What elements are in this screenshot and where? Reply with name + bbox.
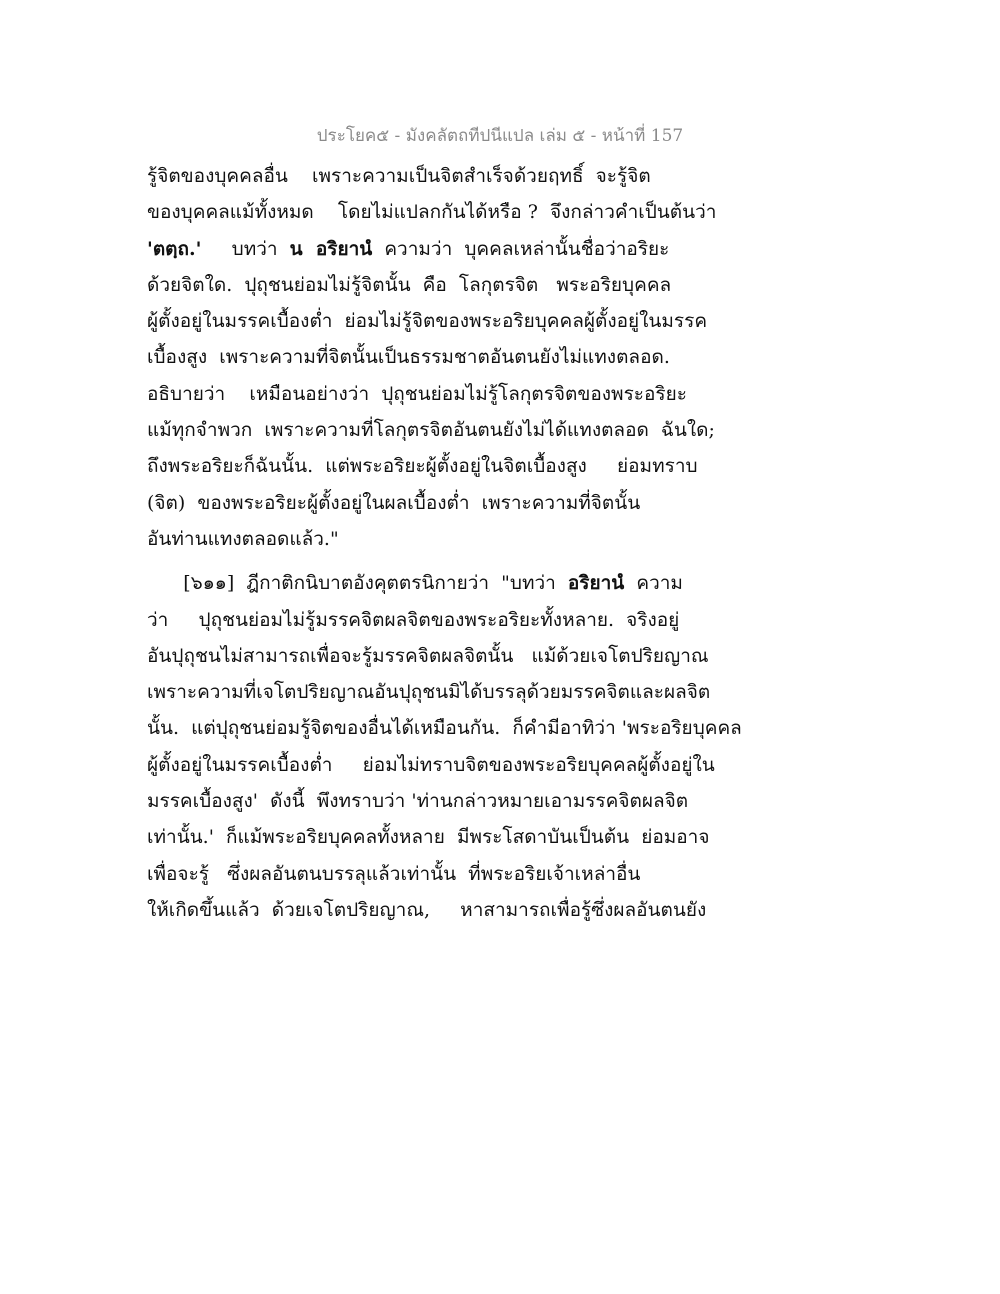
text-run: ผู้ตั้งอยู่ในมรรคเบื้องต่ำ ย่อมไม่ทราบจิตของพระอริยบุคคลผู้ตั้งอยู่ใน	[147, 753, 715, 776]
text-run: อันท่านแทงตลอดแล้ว."	[147, 527, 339, 550]
text-run: นั้น. แต่ปุถุชนย่อมรู้จิตของอื่นได้เหมือนกัน. ก็คำมีอาทิว่า 'พระอริยบุคคล	[147, 717, 742, 740]
text-run: เท่านั้น.' ก็แม้พระอริยบุคคลทั้งหลาย มีพระโสดาบันเป็นต้น ย่อมอาจ	[147, 826, 710, 849]
text-run: บทว่า	[201, 237, 290, 260]
text-run: อันปุถุชนไม่สามารถเพื่อจะรู้มรรคจิตผลจิตนั้น แม้ด้วยเจโตปริยญาณ	[147, 644, 709, 667]
text-run: ว่า ปุถุชนย่อมไม่รู้มรรคจิตผลจิตของพระอริยะทั้งหลาย. จริงอยู่	[147, 608, 680, 631]
bold-term: น อริยานํ	[289, 237, 373, 260]
text-line	[147, 267, 727, 303]
text-line	[147, 565, 727, 601]
text-run: แม้ทุกจำพวก เพราะความที่โลกุตรจิตอันตนยังไม่ได้แทงตลอด ฉันใด;	[147, 419, 715, 442]
text-line	[147, 412, 727, 448]
bold-term: 'ตตฺถ.'	[147, 237, 202, 260]
paragraph	[147, 158, 727, 557]
text-run: ของบุคคลแม้ทั้งหมด โดยไม่แปลกกันได้หรือ ? จึงกล่าวคำเป็นต้นว่า	[147, 201, 717, 224]
text-line	[147, 819, 727, 855]
text-line	[147, 892, 727, 928]
text-run: ผู้ตั้งอยู่ในมรรคเบื้องต่ำ ย่อมไม่รู้จิตของพระอริยบุคคลผู้ตั้งอยู่ในมรรค	[147, 310, 708, 333]
text-line	[147, 602, 727, 638]
text-line	[147, 747, 727, 783]
text-line	[147, 521, 727, 557]
text-line	[147, 231, 727, 267]
text-run: [๖๑๑] ฎีกาติกนิบาตอังคุตตรนิกายว่า "บทว่า	[147, 572, 568, 595]
text-run: มรรคเบื้องสูง' ดังนี้ พึงทราบว่า 'ท่านกล่าวหมายเอามรรคจิตผลจิต	[147, 790, 689, 813]
text-line	[147, 638, 727, 674]
text-line	[147, 856, 727, 892]
text-line	[147, 710, 742, 746]
text-run: เพราะความที่เจโตปริยญาณอันปุถุชนมิได้บรรลุด้วยมรรคจิตและผลจิต	[147, 681, 711, 704]
paragraph	[147, 565, 742, 928]
text-line	[147, 448, 727, 484]
text-run: เบื้องสูง เพราะความที่จิตนั้นเป็นธรรมชาตอันตนยังไม่แทงตลอด.	[147, 346, 670, 369]
text-run: อธิบายว่า เหมือนอย่างว่า ปุถุชนย่อมไม่รู้โลกุตรจิตของพระอริยะ	[147, 382, 687, 405]
text-run: ความ	[624, 572, 683, 595]
running-header-text: ประโยค๕ - มังคลัตถทีปนีแปล เล่ม ๕ - หน้าที่ 157	[316, 126, 684, 146]
text-run: ให้เกิดขึ้นแล้ว ด้วยเจโตปริยญาณ, หาสามารถเพื่อรู้ซึ่งผลอันตนยัง	[147, 898, 707, 921]
text-line	[147, 674, 727, 710]
text-run: เพื่อจะรู้ ซึ่งผลอันตนบรรลุแล้วเท่านั้น ที่พระอริยเจ้าเหล่าอื่น	[147, 862, 641, 885]
text-run: ถึงพระอริยะก็ฉันนั้น. แต่พระอริยะผู้ตั้งอยู่ในจิตเบื้องสูง ย่อมทราบ	[147, 455, 698, 478]
text-run: (จิต) ของพระอริยะผู้ตั้งอยู่ในผลเบื้องต่ำ เพราะความที่จิตนั้น	[147, 491, 641, 514]
text-line	[147, 485, 727, 521]
text-line	[147, 339, 727, 375]
text-line	[147, 376, 727, 412]
text-line	[147, 783, 727, 819]
page-body	[147, 158, 742, 928]
running-header	[0, 122, 1000, 149]
bold-term: อริยานํ	[567, 572, 625, 595]
text-line	[147, 158, 727, 194]
text-line	[147, 303, 727, 339]
paragraph-gap	[147, 557, 727, 565]
text-run: ความว่า บุคคลเหล่านั้นชื่อว่าอริยะ	[372, 237, 670, 260]
text-line	[147, 194, 727, 230]
text-run: ด้วยจิตใด. ปุถุชนย่อมไม่รู้จิตนั้น คือ โลกุตรจิต พระอริยบุคคล	[147, 273, 672, 296]
text-run: รู้จิตของบุคคลอื่น เพราะความเป็นจิตสำเร็จด้วยฤทธิ์ จะรู้จิต	[147, 165, 651, 187]
